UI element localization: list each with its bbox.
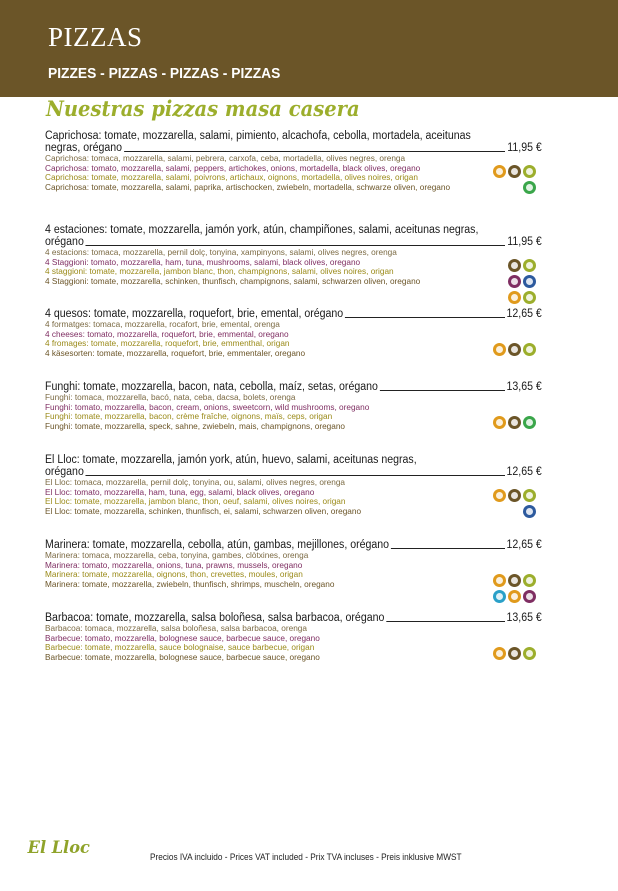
pizza-price: 13,65 €	[506, 381, 542, 393]
fish-icon	[523, 505, 536, 518]
translation-line: Marinera: tomate, mozzarella, oignons, thon, crevettes, moules, origan	[45, 569, 303, 580]
allergen-icons	[488, 343, 536, 359]
pizza-entry	[45, 454, 542, 516]
translation-line: Funghi: tomate, mozzarella, bacon, crème fraîche, oignons, maïs, ceps, origan	[45, 411, 333, 422]
pizza-name-ingredients: 4 estaciones: tomate, mozzarella, jamón york, atún, champiñones, salami, aceitunas negras,	[45, 224, 479, 236]
gluten-icon	[493, 165, 506, 178]
pizza-ingredients-end: negras, orégano	[45, 142, 123, 154]
translation-line: Marinera: tomaca, mozzarella, ceba, tonyina, gambes, clòtxines, orenga	[45, 550, 309, 560]
celery-icon	[523, 181, 536, 194]
egg-icon	[508, 416, 521, 429]
pizza-ingredients-end: Marinera: tomate, mozzarella, cebolla, atún, gambas, mejillones, orégano	[45, 539, 390, 551]
gluten-icon	[493, 647, 506, 660]
egg-icon	[508, 165, 521, 178]
allergen-icons	[488, 259, 536, 307]
pizza-entry	[45, 612, 542, 662]
allergen-icons	[488, 647, 536, 663]
translation-line: Barbecue: tomate, mozzarella, bolognese sauce, barbecue sauce, oregano	[45, 651, 320, 662]
section-title: Nuestras pizzas masa casera	[46, 96, 360, 121]
allergen-icons	[488, 574, 536, 606]
translation-line: Caprichosa: tomato, mozzarella, salami, peppers, artichokes, onions, mortadella, black olives, oregano	[45, 162, 421, 173]
pizza-price: 12,65 €	[506, 539, 542, 551]
translation-line: 4 formatges: tomaca, mozzarella, rocafort, brie, emental, orenga	[45, 319, 280, 329]
header-band	[0, 0, 618, 97]
milk-icon	[523, 343, 536, 356]
translation-line: Funghi: tomate, mozzarella, speck, sahne, zwiebeln, mais, champignons, oregano	[45, 420, 346, 431]
pizza-name-ingredients: El Lloc: tomate, mozzarella, jamón york, atún, huevo, salami, aceitunas negras,	[45, 454, 417, 466]
translation-line: El Lloc: tomate, mozzarella, jambon blanc, thon, oeuf, salami, olives noires, origan	[45, 496, 346, 507]
milk-icon	[523, 165, 536, 178]
pizza-price: 12,65 €	[506, 466, 542, 478]
translation-line: 4 Staggioni: tomate, mozzarella, schinken, thunfisch, champignons, salami, schwarzen oliven, oregano	[45, 275, 421, 286]
egg-icon	[508, 259, 521, 272]
translation-line: 4 estacions: tomaca, mozzarella, pernil dolç, tonyina, xampinyons, salami, olives negres, orenga	[45, 247, 397, 257]
leader-line	[386, 621, 504, 622]
translation-line: Barbecue: tomate, mozzarella, sauce bolognaise, sauce barbecue, origan	[45, 642, 315, 653]
egg-icon	[508, 574, 521, 587]
leader-line	[345, 317, 505, 318]
allergen-icons	[488, 416, 536, 432]
leader-line	[380, 390, 505, 391]
page-subtitle: PIZZES - PIZZAS - PIZZAS - PIZZAS	[48, 65, 281, 82]
milk-icon	[523, 574, 536, 587]
fish-icon	[508, 275, 521, 288]
gluten-icon	[508, 291, 521, 304]
pizza-ingredients-end: 4 quesos: tomate, mozzarella, roquefort, brie, emental, orégano	[45, 308, 344, 320]
translation-line: 4 käsesorten: tomate, mozzarella, roquefort, brie, emmentaler, oregano	[45, 347, 306, 358]
page-title: PIZZAS	[48, 22, 143, 52]
leader-line	[124, 151, 506, 152]
translation-line: Funghi: tomaca, mozzarella, bacó, nata, ceba, dacsa, bolets, orenga	[45, 392, 296, 402]
leader-line	[86, 475, 505, 476]
translation-line: El Lloc: tomato, mozzarella, ham, tuna, egg, salami, black olives, oregano	[45, 486, 315, 497]
allergen-icons	[488, 165, 536, 197]
translation-line: 4 fromages: tomate, mozzarella, roquefort, brie, emmenthal, origan	[45, 338, 290, 349]
brand-logo: El Lloc	[27, 838, 90, 858]
translation-line: Caprichosa: tomate, mozzarella, salami, paprika, artischocken, zwiebeln, mortadella, schwarze oliven, oregano	[45, 181, 451, 192]
pizza-price: 11,95 €	[507, 236, 542, 248]
pizza-entry	[45, 308, 542, 358]
leader-line	[86, 245, 506, 246]
gluten-icon	[493, 489, 506, 502]
pizza-price: 12,65 €	[506, 308, 542, 320]
egg-icon	[508, 489, 521, 502]
translation-line: Funghi: tomato, mozzarella, bacon, cream, onions, sweetcorn, wild mushrooms, oregano	[45, 401, 370, 412]
pizza-price: 11,95 €	[507, 142, 542, 154]
pizza-price: 13,65 €	[506, 612, 542, 624]
translation-line: Marinera: tomato, mozzarella, onions, tuna, prawns, mussels, oregano	[45, 559, 303, 570]
milk-icon	[523, 489, 536, 502]
price-note: Precios IVA incluido - Prices VAT included - Prix TVA incluses - Preis inklusive MWST	[150, 852, 462, 862]
pizza-entry	[45, 130, 542, 192]
egg-icon	[508, 647, 521, 660]
leader-line	[391, 548, 505, 549]
fish-icon	[493, 590, 506, 603]
translation-line: 4 Staggioni: tomato, mozzarella, ham, tuna, mushrooms, salami, black olives, oregano	[45, 256, 361, 267]
pizza-ingredients-end: orégano	[45, 236, 84, 248]
translation-line: El Lloc: tomaca, mozzarella, pernil dolç, tonyina, ou, salami, olives negres, orenga	[45, 477, 346, 487]
pizza-entry	[45, 224, 542, 286]
pizza-name-ingredients: Caprichosa: tomate, mozzarella, salami, pimiento, alcachofa, cebolla, mortadela, aceitunas	[45, 130, 471, 142]
soy-icon	[523, 291, 536, 304]
translation-line: Marinera: tomate, mozzarella, zwiebeln, thunfisch, shrimps, muscheln, oregano	[45, 578, 335, 589]
allergen-icons	[488, 489, 536, 521]
mollusc-icon	[523, 590, 536, 603]
pizza-ingredients-end: orégano	[45, 466, 84, 478]
gluten-icon	[493, 574, 506, 587]
translation-line: Caprichosa: tomaca, mozzarella, salami, pebrera, carxofa, ceba, mortadella, olives negres, orenga	[45, 153, 406, 163]
egg-icon	[508, 343, 521, 356]
milk-icon	[523, 259, 536, 272]
celery-icon	[523, 416, 536, 429]
gluten-icon	[493, 416, 506, 429]
crustacean-icon	[508, 590, 521, 603]
pizza-ingredients-end: Barbacoa: tomate, mozzarella, salsa boloñesa, salsa barbacoa, orégano	[45, 612, 385, 624]
translation-line: Barbacoa: tomaca, mozzarella, salsa boloñesa, salsa barbacoa, orenga	[45, 623, 307, 633]
pizza-entry	[45, 381, 542, 431]
pizza-entry	[45, 539, 542, 589]
milk-icon	[523, 647, 536, 660]
gluten-icon	[493, 343, 506, 356]
translation-line: Caprichosa: tomate, mozzarella, salami, poivrons, artichaux, oignons, mortadella, olives noires, origan	[45, 172, 418, 183]
translation-line: El Lloc: tomate, mozzarella, schinken, thunfisch, ei, salami, schwarzen oliven, oregano	[45, 505, 362, 516]
translation-line: 4 staggioni: tomate, mozzarella, jambon blanc, thon, champignons, salami, olives noires, origan	[45, 266, 394, 277]
pizza-ingredients-end: Funghi: tomate, mozzarella, bacon, nata, cebolla, maíz, setas, orégano	[45, 381, 378, 393]
translation-line: Barbecue: tomato, mozzarella, bolognese sauce, barbecue sauce, oregano	[45, 632, 320, 643]
mustard-icon	[523, 275, 536, 288]
translation-line: 4 cheeses: tomato, mozzarella, roquefort, brie, emmental, oregano	[45, 328, 289, 339]
